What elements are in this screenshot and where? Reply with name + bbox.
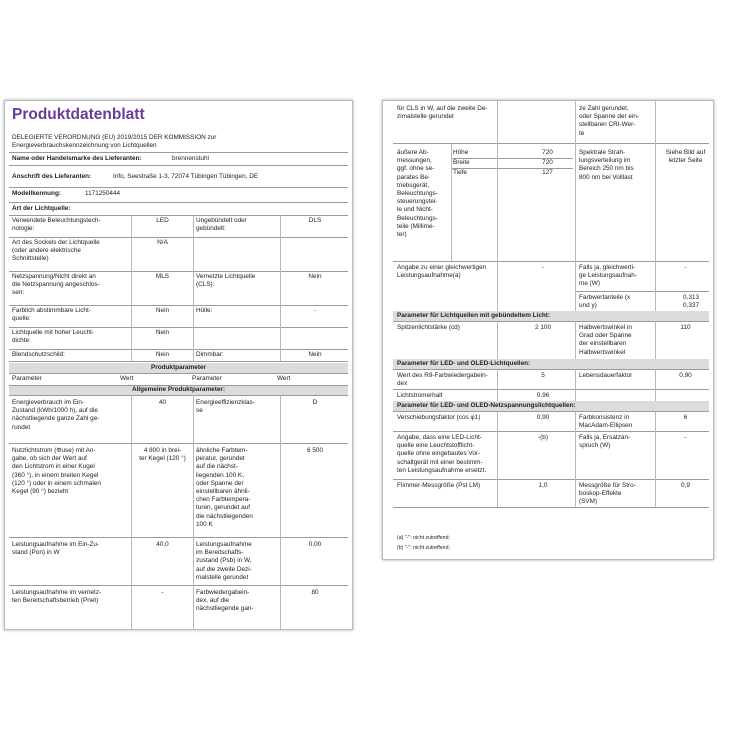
divider [9,187,348,188]
dimensions-label: teile (Millime- [397,222,435,230]
divider [9,373,348,374]
param-label: gabe, ob sich der Wert auf [12,455,87,463]
param-label: und y) [579,302,597,310]
param-value: 5 [541,372,545,379]
column-divider [280,215,281,361]
param-value: Nein [155,351,170,358]
param-label: Messgröße für Stro- [579,482,636,489]
param-value: ter Kegel (120 °) [139,455,186,463]
param-label: Farblich abstimmbare Licht- [12,307,91,314]
row-divider [9,305,348,306]
param-value: 0,337 [683,302,699,309]
param-label: Dimmbar: [196,351,224,358]
param-label: Hülle: [196,307,213,314]
footnote: (b) "-": nicht zutreffend; [397,545,450,551]
product-params-heading: Produktparameter [150,364,207,371]
param-label: die Netzspannung angeschlos- [12,281,100,289]
regulation-line-1: DELEGIERTE VERORDNUNG (EU) 2019/2015 DER KOMMISSION zur [12,134,217,141]
datasheet-page-2 [382,100,714,560]
param-value: -(b) [538,434,548,441]
divider [9,215,348,216]
param-value: - [313,307,317,314]
param-label: zimalstelle gerundet [397,113,454,121]
param-label: Lebensdauerfaktor [579,372,633,379]
row-divider [9,327,348,328]
row-divider [393,411,709,412]
section-heading: Parameter für LED- und OLED-Lichtquellen: [397,360,531,367]
param-label: Bereich 250 nm bis [579,165,634,173]
dimensions-label: le und Nicht- [397,206,433,214]
param-value: N/A [157,239,168,246]
param-value: Nein [308,351,322,358]
column-divider [497,369,498,401]
param-label: ze Zahl gerundet, [579,105,629,112]
column-divider [575,261,576,311]
row-divider [9,271,348,272]
column-divider [497,411,498,507]
dimension-value: 127 [542,169,553,176]
param-label: oder Spanne der [196,479,244,487]
param-value: 80 [311,589,319,596]
dimensions-label: Beleuchtungs- [397,214,438,222]
supplier-address-value: Info, Seestraße 1-3, 72074 Tübingen Tübingen, DE [113,173,259,180]
param-value: LED [156,217,169,224]
dimensions-label: ggf. ohne se- [397,165,435,173]
param-label: für CLS in W, auf die zweite De- [397,105,488,112]
param-value: Nein [155,329,170,336]
param-label: Vernetzte Lichtquelle [196,273,256,280]
param-value: 0,90 [536,414,550,421]
param-label: quelle eine Leuchtstofflicht- [397,442,475,450]
param-label: liegenden 100 K, [196,471,244,479]
param-label: Leistungsaufnahme [196,541,252,548]
divider [9,165,348,166]
col-header-param: Parameter [12,375,42,382]
dimensions-label: parates Be- [397,173,431,181]
column-divider [655,369,656,401]
param-value: 110 [680,324,691,331]
param-value: 6 [683,414,688,421]
param-value: DLS [308,217,322,224]
param-label: Ungebündelt oder [196,217,247,224]
datasheet-page-1 [4,100,353,630]
col-header-value: Wert [120,375,134,382]
column-divider [655,321,656,359]
param-value: - [161,589,164,596]
row-divider [393,431,709,432]
model-label: Modellkennung: [12,190,61,197]
column-divider [193,215,194,361]
dimension-value: 720 [542,159,553,166]
param-label: Farbwertanteile (x [579,294,631,301]
param-label: (oder andere elektrische [12,247,81,255]
param-label: spruch (W) [579,442,611,450]
param-label: Farbkonsistenz in [579,414,630,421]
param-value: 4 800 in brei- [143,447,182,454]
param-label: Schnittstelle) [12,255,49,263]
light-source-type-heading: Art der Lichtquelle: [12,205,71,212]
param-label: zustand (Psb) in W, [196,557,252,565]
param-label: die nächstliegenden [196,512,253,520]
param-label: oder Spanne der ein- [579,113,640,121]
dimension-name: Breite [453,159,470,166]
param-label: turen, gerundet auf [196,504,251,512]
param-value: 40,0 [156,541,169,548]
param-label: chen Farbtempera- [196,496,251,504]
param-label: Spitzenlichtstärke (cd) [397,324,460,331]
param-label: ten Bereitschaftsbetrieb (Pnet) [12,597,99,605]
row-divider [9,349,348,350]
param-label: Lichtquelle mit hoher Leucht- [12,329,95,336]
param-label: (120 °) oder in einem schmalen [12,479,101,487]
column-divider [451,143,452,261]
param-label: Falls ja, Ersatzan- [579,434,631,441]
dimensions-label: Beleuchtungs- [397,190,438,197]
param-label: Netzspannung/Nicht direkt an [12,273,96,280]
column-divider [655,101,656,143]
param-label: (360 °), in einem breiten Kegel [12,471,99,479]
row-divider [9,537,348,538]
param-label: Leistungsaufnahme im vernetz- [12,589,102,596]
page-title: Produktdatenblatt [12,106,145,123]
param-label: Wert des R9-Farbwiedergabein- [397,372,488,379]
param-label: peratur, gerundet [196,455,245,463]
param-label: 800 nm bei Volllast [579,173,633,181]
param-label: Angabe, dass eine LED-Licht- [397,434,482,441]
param-label: quelle ohne eingebautes Vor- [397,450,481,458]
col-header-param-2: Parameter [192,375,222,382]
param-value: 0,9 [681,482,690,489]
param-label: Farbwiedergabein- [196,589,250,596]
dimensions-label: steuerungstei- [397,198,438,206]
param-value: Siehe Bild auf [665,149,706,156]
param-label: Blendschutzschild: [12,351,65,358]
row-divider [575,291,709,292]
param-label: dex, auf die [196,597,230,605]
param-label: 100 K [196,520,213,528]
param-label: Grad oder Spanne [579,332,632,340]
row-divider [393,143,709,144]
column-divider [497,143,498,261]
param-label: Spektrale Strah- [579,149,626,156]
param-value: letzter Seite [668,157,703,165]
param-label: auf die zweite Dezi- [196,565,252,573]
param-value: - [541,264,545,271]
param-label: schaltgerät mit einer bestimm- [397,458,483,466]
param-label: Verwendete Beleuchtungstech- [12,217,101,224]
param-label: nologie: [12,225,35,233]
param-value: D [312,399,318,406]
param-label: Art des Sockels der Lichtquelle [12,239,100,246]
divider [9,202,348,203]
dimensions-label: äußere Ab- [397,149,429,156]
dimension-name: Höhe [453,149,469,156]
supplier-address-label: Anschrift des Lieferanten: [12,173,92,180]
column-divider [655,143,656,261]
row-divider [393,261,709,262]
param-label: Falls ja, gleichwerti- [579,264,636,271]
param-label: ähnliche Farbtem- [196,447,248,454]
divider [9,385,348,386]
param-label: Nutzlichtstrom (Φuse) mit An- [12,447,96,454]
column-divider [193,395,194,629]
param-label: nächstliegende gan- [196,605,254,613]
param-label: te [579,129,585,137]
param-value: 6 500 [307,447,323,454]
col-header-value-2: Wert [277,375,291,382]
column-divider [575,101,576,143]
dimensions-label: ter) [397,231,407,238]
row-divider [9,237,348,238]
dimension-value: 720 [542,149,553,156]
param-label: Kegel (90 °) bezieht [12,488,69,495]
column-divider [575,411,576,507]
param-label: boskop-Effekte [579,490,622,498]
param-value: 0,96 [536,392,550,399]
param-label: im Bereitschafts- [196,549,244,557]
param-label: Flimmer-Messgröße (Pst LM) [397,482,481,489]
param-value: Nein [308,273,322,280]
dimensions-label: messungen, [397,157,432,165]
param-label: stand (Pon) in W [12,549,60,557]
param-label: MacAdam-Ellipsen [579,422,633,430]
param-value: MLS [155,273,170,280]
supplier-name-label: Name oder Handelsmarke des Lieferanten: [12,155,142,162]
param-label: ten Leistungsaufnahme ersetzt. [397,466,487,474]
param-label: der einstellbaren [579,340,627,348]
row-divider [9,585,348,586]
param-label: Energieverbrauch im Ein- [12,399,85,406]
dimension-name: Tiefe [453,169,467,176]
section-heading: Parameter für Lichtquellen mit gebündeltem Licht: [397,312,551,319]
column-divider [655,411,656,507]
param-label: Zustand (kWh/1000 h), auf die [12,407,98,415]
column-divider [131,215,132,361]
param-label: nächstliegende ganze Zahl ge- [12,415,100,423]
row-divider [393,369,709,370]
param-label: Energieeffizienzklas- [196,399,255,406]
param-label: (SVM) [579,498,598,506]
param-value: 0,313 [683,294,699,301]
column-divider [575,143,576,261]
row-divider [393,507,709,508]
param-label: malstelle gerundet [196,573,249,581]
param-label: dichte: [12,337,31,345]
param-label: se [196,407,203,415]
param-label: dex [397,380,408,388]
supplier-name-value: brennenstuhl [172,155,209,162]
column-divider [497,101,498,143]
param-value: 1,0 [538,482,548,489]
param-label: quelle: [12,315,31,323]
param-label: gebündelt: [196,225,226,233]
param-label: Verschiebungsfaktor (cos φ1) [397,414,481,421]
row-divider [9,443,348,444]
param-label: rundet [12,423,31,431]
column-divider [655,261,656,311]
param-label: Halbwertswinkel in [579,324,632,331]
param-label: Lichtstromerhalt [397,392,443,399]
param-label: ge Leistungsaufnah- [579,272,637,280]
param-label: einstellbaren ähnli- [196,488,250,495]
param-value: 2 100 [535,324,551,331]
column-divider [280,395,281,629]
param-label: den Lichtstrom in einer Kugel [12,463,95,471]
divider [9,395,348,396]
param-value: Nein [155,307,170,314]
param-label: Halbwertswinkel [579,348,626,356]
param-label: me (W) [579,280,600,288]
section-heading: Parameter für LED- und OLED-Netzspannungslichtquellen: [397,402,576,409]
param-value: 40 [158,399,167,406]
row-divider [393,479,709,480]
column-divider [575,321,576,359]
row-divider [393,389,709,390]
column-divider [497,261,498,311]
param-label: Leistungsaufnahme im Ein-Zu- [12,541,100,548]
param-label: Leistungsaufnahme(a) [397,272,461,280]
column-divider [497,321,498,359]
row-divider [9,361,348,362]
param-label: lungsverteilung im [579,157,631,165]
row-divider [393,321,709,322]
footnote: (a) "-": nicht zutreffend; [397,535,450,541]
param-label: Angabe zu einer gleichwertigen [397,264,487,271]
param-value: - [684,264,687,271]
model-value: 1171250444 [85,190,121,197]
param-value: 0,90 [679,372,692,379]
param-value: - [684,434,687,441]
divider [9,152,348,153]
param-label: stellbaren CRI-Wer- [579,121,636,129]
column-divider [131,395,132,629]
param-label: sen: [12,289,25,297]
param-value: 0,00 [308,541,322,548]
column-divider [575,369,576,401]
regulation-line-2: Energieverbrauchskennzeichnung von Lichtquellen [12,142,157,149]
param-label: (CLS): [196,281,215,289]
dimensions-label: triebsgerät, [397,181,429,189]
param-label: auf die nächst- [196,463,238,471]
general-params-heading: Allgemeine Produktparameter: [131,386,226,393]
